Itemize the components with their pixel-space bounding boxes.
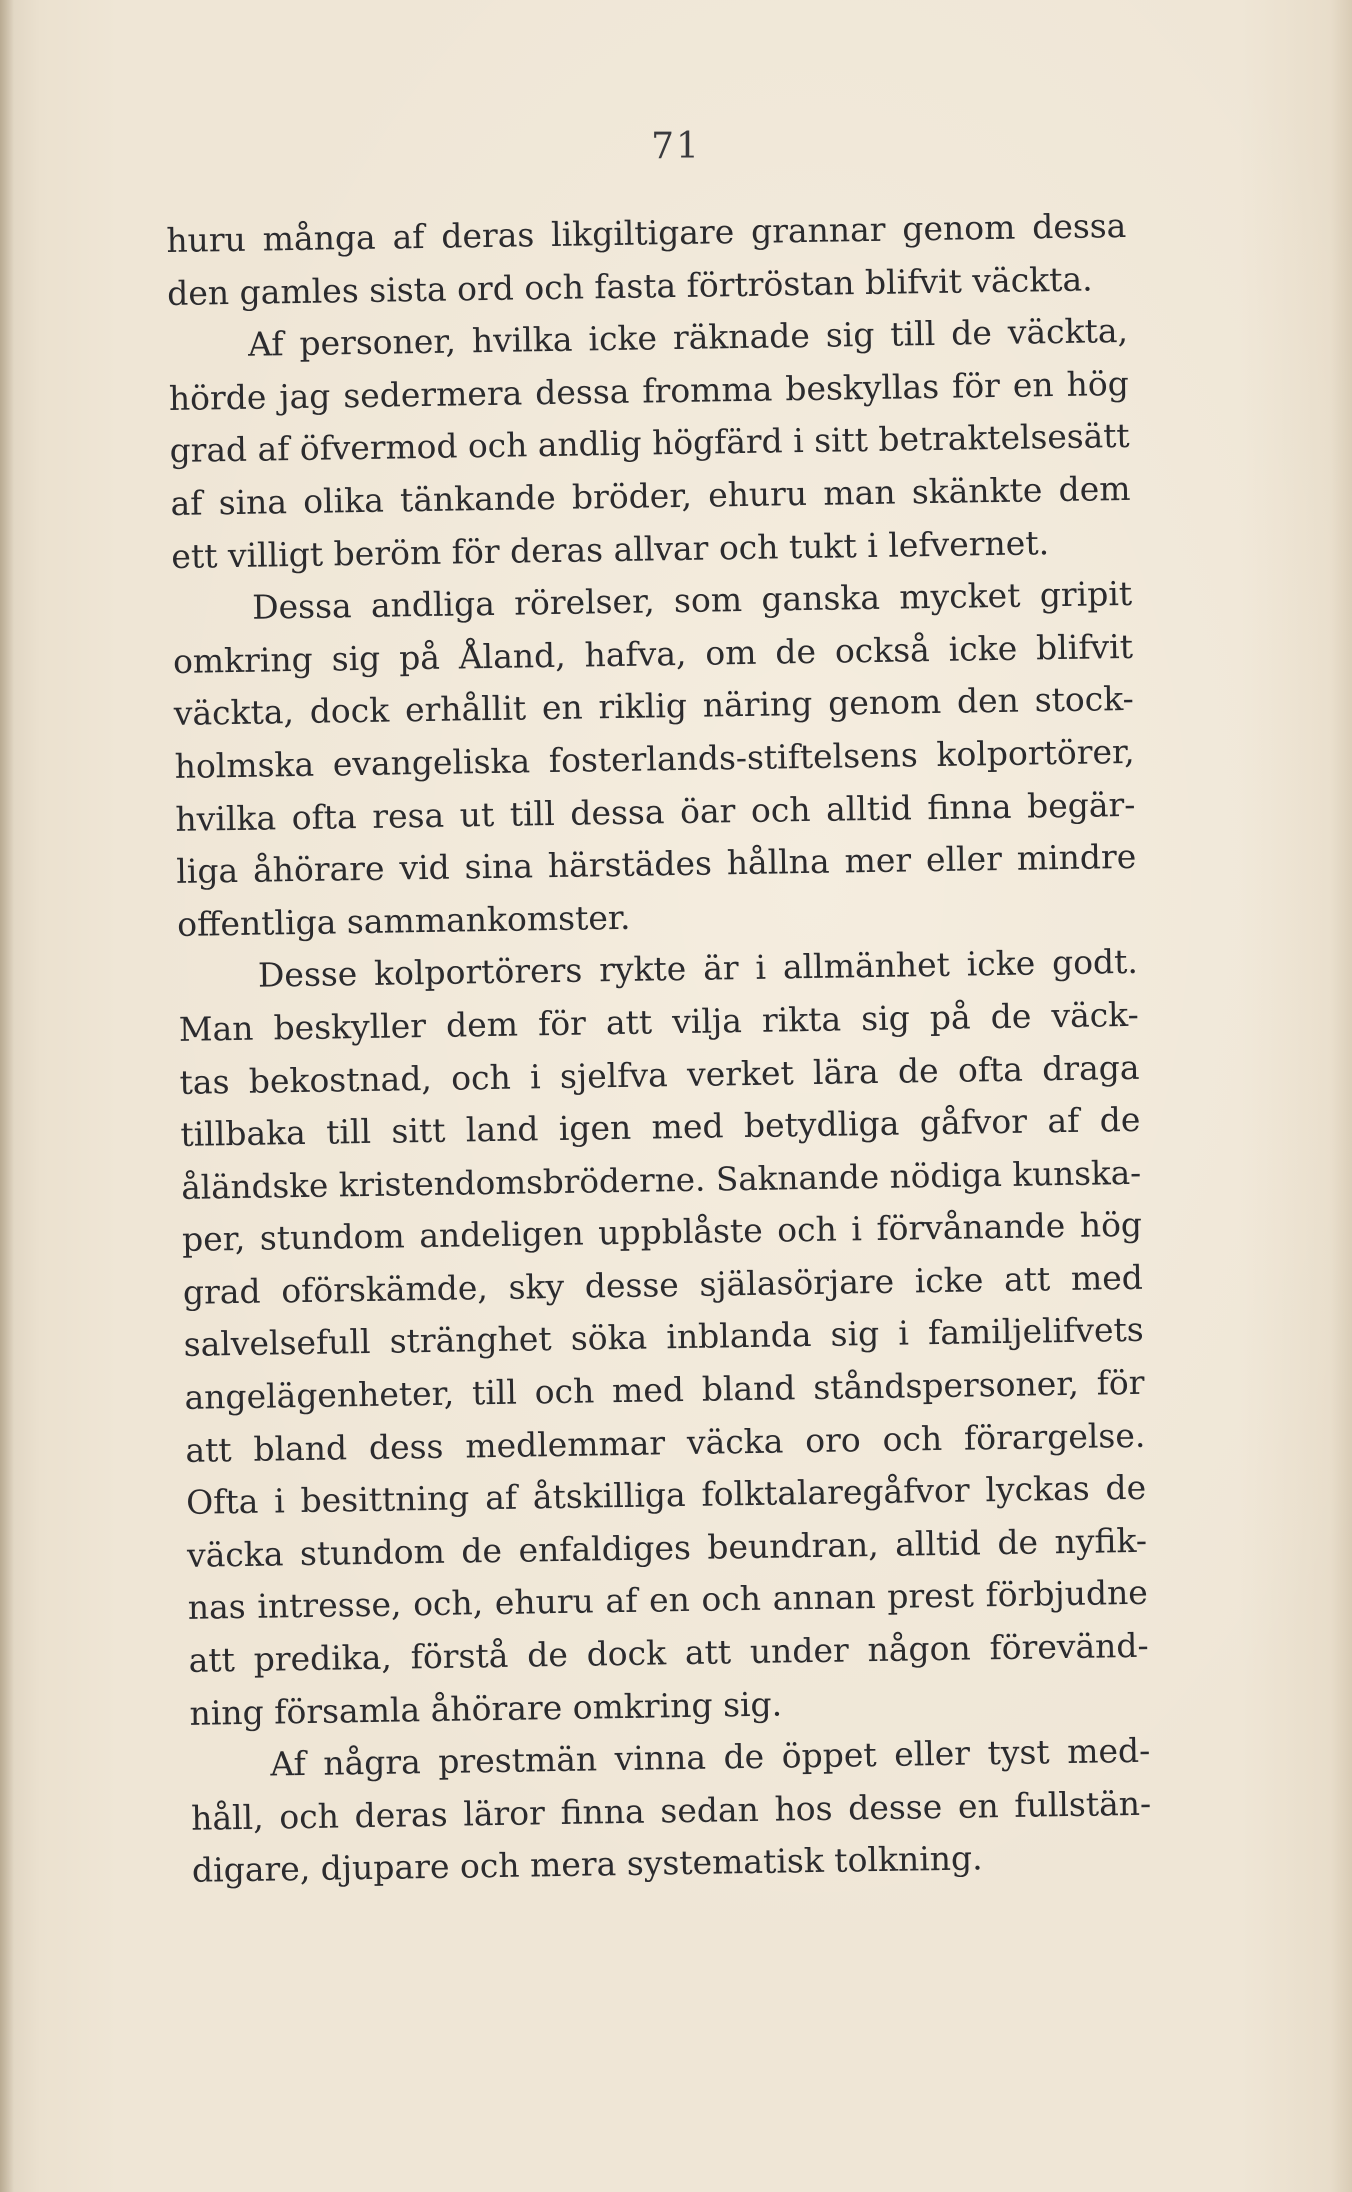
text-line: digare, djupare och mera systematisk tolkning. [191, 1838, 983, 1891]
text-line: Af några prestmän vinna de öppet eller tyst med- [270, 1730, 1151, 1784]
text-line: offentliga sammankomster. [176, 897, 631, 944]
text-line: hörde jag sedermera dessa fromma beskyllas för en hög [168, 363, 1130, 418]
text-line: den gamles sista ord och fasta förtröstan blifvit väckta. [166, 259, 1093, 313]
text-line: angelägenheter, till och med bland ståndspersoner, för [184, 1362, 1145, 1417]
text-line: väcka stundom de enfaldiges beundran, alltid de nyfik- [186, 1520, 1148, 1575]
text-line: Dessa andliga rörelser, som ganska mycket gripit [251, 574, 1133, 627]
text-line: att bland dess medlemmar väcka oro och förargelse. [185, 1415, 1146, 1470]
text-line: nas intresse, och, ehuru af en och annan prest förbjudne [187, 1573, 1149, 1628]
text-line: grad af öfvermod och andlig högfärd i sitt betraktelsesätt [169, 417, 1130, 471]
text-line: ett villigt beröm för deras allvar och tukt i lefvernet. [171, 522, 1050, 576]
text-line: Af personer, hvilka icke räknade sig till de väckta, [247, 311, 1129, 364]
text-line: hvilka ofta resa ut till dessa öar och alltid finna begär- [175, 784, 1136, 839]
text-line: Ofta i besittning af åtskilliga folktalaregåfvor lyckas de [185, 1468, 1147, 1523]
text-line: att predika, förstå de dock att under någon förevänd- [188, 1625, 1149, 1680]
text-line: Desse kolportörers rykte är i allmänhet icke godt. [257, 942, 1139, 995]
text-line: holmska evangeliska fosterlands-stiftelsens kolportörer, [174, 731, 1135, 786]
text-line: omkring sig på Åland, hafva, om de också icke blifvit [172, 626, 1134, 681]
text-line: huru många af deras likgiltigare grannar genom dessa [166, 205, 1127, 260]
text-line: håll, och deras läror finna sedan hos desse en fullstän- [190, 1783, 1152, 1838]
text-line: grad oförskämde, sky desse själasörjare icke att med [182, 1257, 1144, 1312]
text-line: liga åhörare vid sina härstädes hållna mer eller mindre [176, 836, 1137, 892]
text-line: tillbaka till sitt land igen med betydliga gåfvor af de [180, 1099, 1141, 1154]
text-line: tas bekostnad, och i sjelfva verket lära de ofta draga [179, 1047, 1140, 1102]
text-line: åländske kristendomsbröderne. Saknande nödiga kunska- [180, 1153, 1142, 1207]
text-line: Man beskyller dem för att vilja rikta sig på de väck- [178, 994, 1139, 1049]
text-line: per, stundom andeligen uppblåste och i förvånande hög [181, 1205, 1143, 1260]
page-gutter-shadow [0, 0, 14, 2192]
text-line: ning församla åhörare omkring sig. [189, 1684, 783, 1733]
text-line: salvelsefull stränghet söka inblanda sig i familjelifvets [183, 1310, 1144, 1365]
page-number: 71 [651, 126, 701, 167]
body-text [166, 200, 1152, 1898]
text-line: af sina olika tänkande bröder, ehuru man skänkte dem [170, 468, 1131, 523]
text-line: väckta, dock erhållit en riklig näring genom den stock- [173, 679, 1135, 734]
